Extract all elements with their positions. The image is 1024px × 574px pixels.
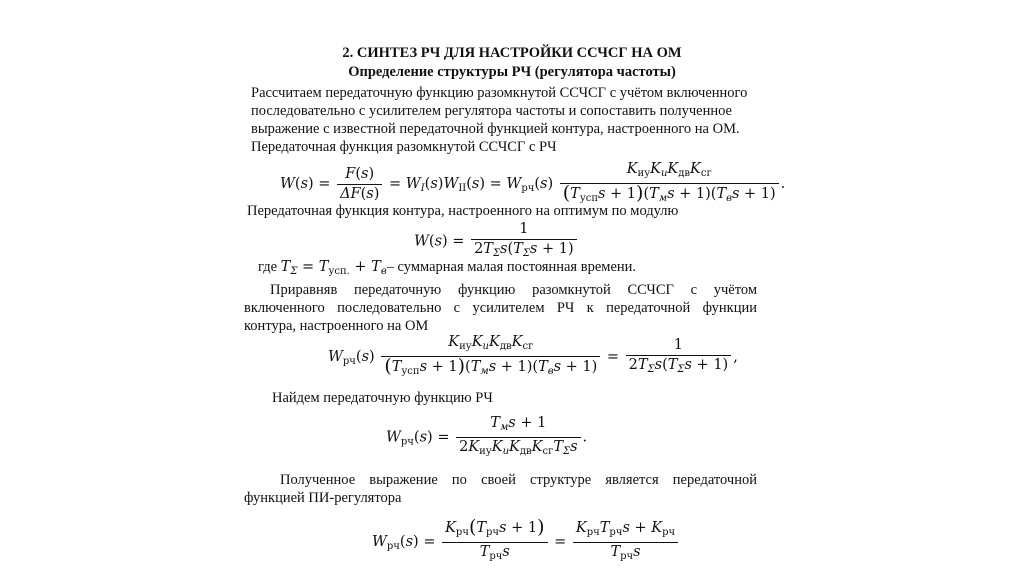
result-line: Полученное выражение по своей структуре является передаточной	[280, 472, 757, 488]
intro-line: выражение с известной передаточной функцией контура, настроенного на ОМ.	[251, 121, 740, 137]
where-suffix: – суммарная малая постоянная времени.	[386, 259, 637, 275]
equation-pi: $W_{рч}(s)$ = $\frac{K_{рч}(T_{рч}s + 1)}{T_{рч}s}$ = $\frac{K_{рч}T_{рч}s + K_{рч}}{T_{рч}s}$	[372, 518, 680, 566]
open-loop-label: Передаточная функция разомкнутой ССЧСГ с РЧ	[251, 139, 557, 155]
result-line: функцией ПИ-регулятора	[244, 490, 402, 506]
equation-optimum: W(s) = $\frac{1}{2T_\Sigma s(T_\Sigma s + 1)}$	[414, 220, 579, 263]
equate-line: Приравняв передаточную функцию разомкнутой ССЧСГ с учётом	[270, 282, 757, 298]
intro-line: последовательно с усилителем регулятора частоты и сопоставить полученное	[251, 103, 732, 119]
find-label: Найдем передаточную функцию РЧ	[272, 390, 493, 406]
equation-period: .	[780, 176, 786, 192]
equate-last-line: контура, настроенного на ОМ	[244, 318, 429, 334]
section-title: 2. СИНТЕЗ РЧ ДЛЯ НАСТРОЙКИ ССЧСГ НА ОМ	[342, 45, 682, 61]
equation-equate: $W_{рч}(s)$ $\frac{K_{иу}K_иK_{дв}K_{сг}}{(T_{усп}s + 1)(T_мs + 1)(T_вs + 1)}$ = $\frac{1}{2T_\Sigma s(T_\Sigma s + 1)}$ ,	[328, 334, 738, 377]
equation-open-loop: W(s) = $\frac{F(s)}{\Delta F(s)}$ = $W_I(s)W_{II}(s) = W_{рч}(s)$ $\frac{K_{иу}K_иK_{дв}K_{сг}}{(T_{усп}s + 1)(T_мs + 1)(T_вs + 1)}$ .	[280, 161, 786, 204]
where-line: где $T_\Sigma = T_{усп.} + T_в-$ суммарная малая постоянная времени.	[258, 259, 637, 277]
intro-line: Рассчитаем передаточную функцию разомкнутой ССЧСГ с учётом включенного	[251, 85, 748, 101]
optimum-label: Передаточная функция контура, настроенного на оптимум по модулю	[247, 203, 679, 219]
equation-period: .	[582, 429, 588, 446]
equation-comma: ,	[733, 349, 738, 365]
equation-regulator: $W_{рч}(s)$ = $\frac{T_мs + 1}{2K_{иу}K_иK_{дв}K_{сг}T_\Sigma s}$ .	[386, 415, 588, 457]
equate-line: включенного последовательно с усилителем РЧ к передаточной функции	[244, 300, 757, 316]
where-prefix: где	[258, 259, 278, 275]
subtitle: Определение структуры РЧ (регулятора частоты)	[348, 64, 676, 80]
